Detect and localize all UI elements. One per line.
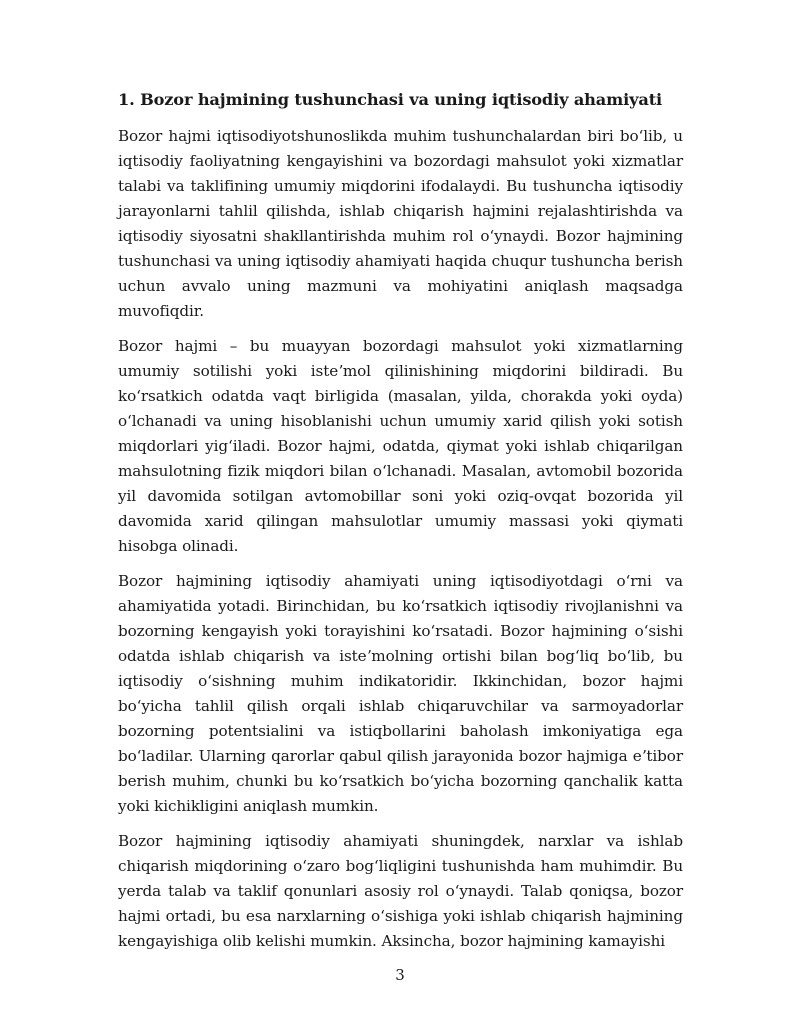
paragraph-3: Bozor hajmining iqtisodiy ahamiyati uning iqtisodiyotdagi oʻrni va ahamiyatida yotadi. Birinchidan, bu koʻrsatkich iqtisodiy rivojlanishni va bozorning kengayish yoki torayishini koʻrsatadi. Bozor hajmining oʻsishi odatda ishlab chiqarish va isteʼmolning ortishi bilan bogʻliq boʻlib, bu iqtisodiy oʻsishning muhim indikatoridir. Ikkinchidan, bozor hajmi boʻyicha tahlil qilish orqali ishlab chiqaruvchilar va sarmoyadorlar bozorning potentsialini va istiqbollarini baholash imkoniyatiga ega boʻladilar. Ularning qarorlar qabul qilish jarayonida bozor hajmiga eʼtibor berish muhim, chunki bu koʻrsatkich boʻyicha bozorning qanchalik katta yoki kichikligini aniqlash mumkin. xyxy=(118,572,683,815)
paragraph-2: Bozor hajmi – bu muayyan bozordagi mahsulot yoki xizmatlarning umumiy sotilishi yoki isteʼmol qilinishining miqdorini bildiradi. Bu koʻrsatkich odatda vaqt birligida (masalan, yilda, chorakda yoki oyda) oʻlchanadi va uning hisoblanishi uchun umumiy xarid qilish yoki sotish miqdorlari yigʻiladi. Bozor hajmi, odatda, qiymat yoki ishlab chiqarilgan mahsulotning fizik miqdori bilan oʻlchanadi. Masalan, avtomobil bozorida yil davomida sotilgan avtomobillar soni yoki oziq-ovqat bozorida yil davomida xarid qilingan mahsulotlar umumiy massasi yoki qiymati hisobga olinadi. xyxy=(118,337,683,555)
section-heading: 1. Bozor hajmining tushunchasi va uning iqtisodiy ahamiyati xyxy=(118,90,663,109)
document-page xyxy=(118,88,683,964)
paragraph-1: Bozor hajmi iqtisodiyotshunoslikda muhim tushunchalardan biri boʻlib, u iqtisodiy faoliyatning kengayishini va bozordagi mahsulot yoki xizmatlar talabi va taklifining umumiy miqdorini ifodalaydi. Bu tushuncha iqtisodiy jarayonlarni tahlil qilishda, ishlab chiqarish hajmini rejalashtirishda va iqtisodiy siyosatni shakllantirishda muhim rol oʻynaydi. Bozor hajmining tushunchasi va uning iqtisodiy ahamiyati haqida chuqur tushuncha berish uchun avvalo uning mazmuni va mohiyatini aniqlash maqsadga muvofiqdir. xyxy=(118,127,683,320)
page-number: 3 xyxy=(395,966,405,984)
paragraph-4: Bozor hajmining iqtisodiy ahamiyati shuningdek, narxlar va ishlab chiqarish miqdorining oʻzaro bogʻliqligini tushunishda ham muhimdir. Bu yerda talab va taklif qonunlari asosiy rol oʻynaydi. Talab qoniqsa, bozor hajmi ortadi, bu esa narxlarning oʻsishiga yoki ishlab chiqarish hajmining kengayishiga olib kelishi mumkin. Aksincha, bozor hajmining kamayishi xyxy=(118,832,683,950)
